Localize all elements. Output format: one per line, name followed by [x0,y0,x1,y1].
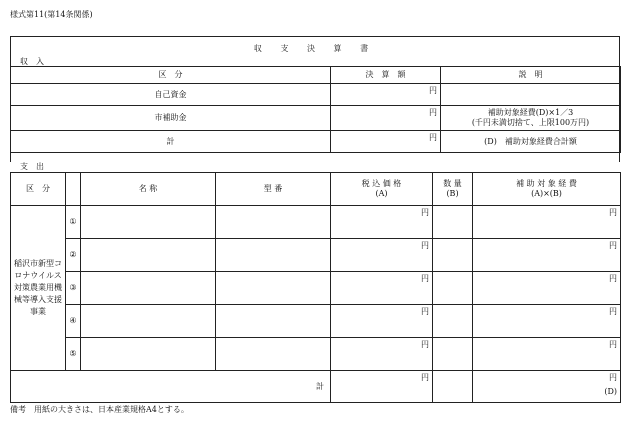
expense-category-label: 稲沢市新型コロナウイルス対策農業用機械等導入支援事業 [14,259,62,316]
expense-total-label-cell [11,371,331,403]
row-number: ① [66,206,81,239]
qty-sub: (B) [446,189,459,198]
expense-header-price [331,173,433,206]
item-name [81,239,216,272]
yen-unit: 円 [609,274,617,283]
income-explanation-own-funds [441,84,621,106]
item-model [216,272,331,305]
yen-unit: 円 [609,241,617,250]
yen-unit: 円 [429,133,437,142]
yen-unit: 円 [609,307,617,316]
income-header-amount: 決 算 額 [331,67,441,84]
income-table [10,66,621,153]
yen-unit: 円 [421,241,429,250]
item-name [81,206,216,239]
yen-unit: 円 [421,340,429,349]
yen-unit: 円 [609,208,617,217]
yen-unit: 円 [609,373,617,382]
yen-unit: 円 [609,340,617,349]
income-explanation-total: (D) 補助対象経費合計額 [441,131,621,153]
item-eligible [473,239,621,272]
expense-header-eligible [473,173,621,206]
expense-total-qty [433,371,473,403]
row-number: ③ [66,272,81,305]
row-number: ⑤ [66,338,81,371]
item-eligible [473,305,621,338]
eligible-sub: (A)×(B) [531,189,562,198]
item-qty [433,338,473,371]
row-number: ④ [66,305,81,338]
income-row-city-subsidy: 市補助金 [11,106,331,131]
item-name [81,305,216,338]
income-explanation-city-subsidy [441,106,621,131]
income-heading: 収 入 [20,57,44,66]
yen-unit: 円 [421,373,429,382]
expense-total-price [331,371,433,403]
expense-table [10,172,621,403]
expense-heading: 支 出 [20,162,44,171]
income-row-total: 計 [11,131,331,153]
subsidy-limit: (千円未満切捨て、上限100万円) [471,118,590,127]
item-name [81,338,216,371]
document-title: 収 支 決 算 書 [253,44,377,53]
item-qty [433,239,473,272]
item-price [331,272,433,305]
yen-unit: 円 [429,86,437,95]
income-amount-total [331,131,441,153]
item-eligible [473,338,621,371]
price-label: 税 込 価 格 [361,179,402,188]
item-model [216,206,331,239]
form-label: 様式第11(第14条関係) [10,10,93,19]
expense-header-category: 区 分 [11,173,66,206]
yen-unit: 円 [429,108,437,117]
yen-unit: 円 [421,208,429,217]
item-qty [433,206,473,239]
yen-unit: 円 [421,274,429,283]
income-header-category: 区 分 [11,67,331,84]
note: 備考 用紙の大きさは、日本産業規格A4とする。 [10,405,189,414]
item-price [331,305,433,338]
yen-unit: 円 [421,307,429,316]
expense-header-model: 型 番 [216,173,331,206]
income-amount-city-subsidy [331,106,441,131]
income-row-own-funds: 自己資金 [11,84,331,106]
row-number: ② [66,239,81,272]
income-amount-own-funds [331,84,441,106]
expense-header-num [66,173,81,206]
expense-category-cell [11,206,66,371]
item-name [81,272,216,305]
item-price [331,206,433,239]
item-model [216,239,331,272]
subsidy-formula: 補助対象経費(D)×1／3 [487,108,574,117]
expense-total-eligible [473,371,621,403]
expense-header-name: 名 称 [81,173,216,206]
expense-header-qty [433,173,473,206]
item-qty [433,305,473,338]
item-eligible [473,272,621,305]
income-header-explanation: 説 明 [441,67,621,84]
item-price [331,239,433,272]
expense-total-label: 計 [316,381,324,391]
item-model [216,338,331,371]
price-sub: (A) [375,189,388,198]
total-tag: (D) [604,387,617,396]
qty-label: 数 量 [443,179,462,188]
item-price [331,338,433,371]
item-qty [433,272,473,305]
item-eligible [473,206,621,239]
eligible-label: 補 助 対 象 経 費 [516,179,577,188]
item-model [216,305,331,338]
